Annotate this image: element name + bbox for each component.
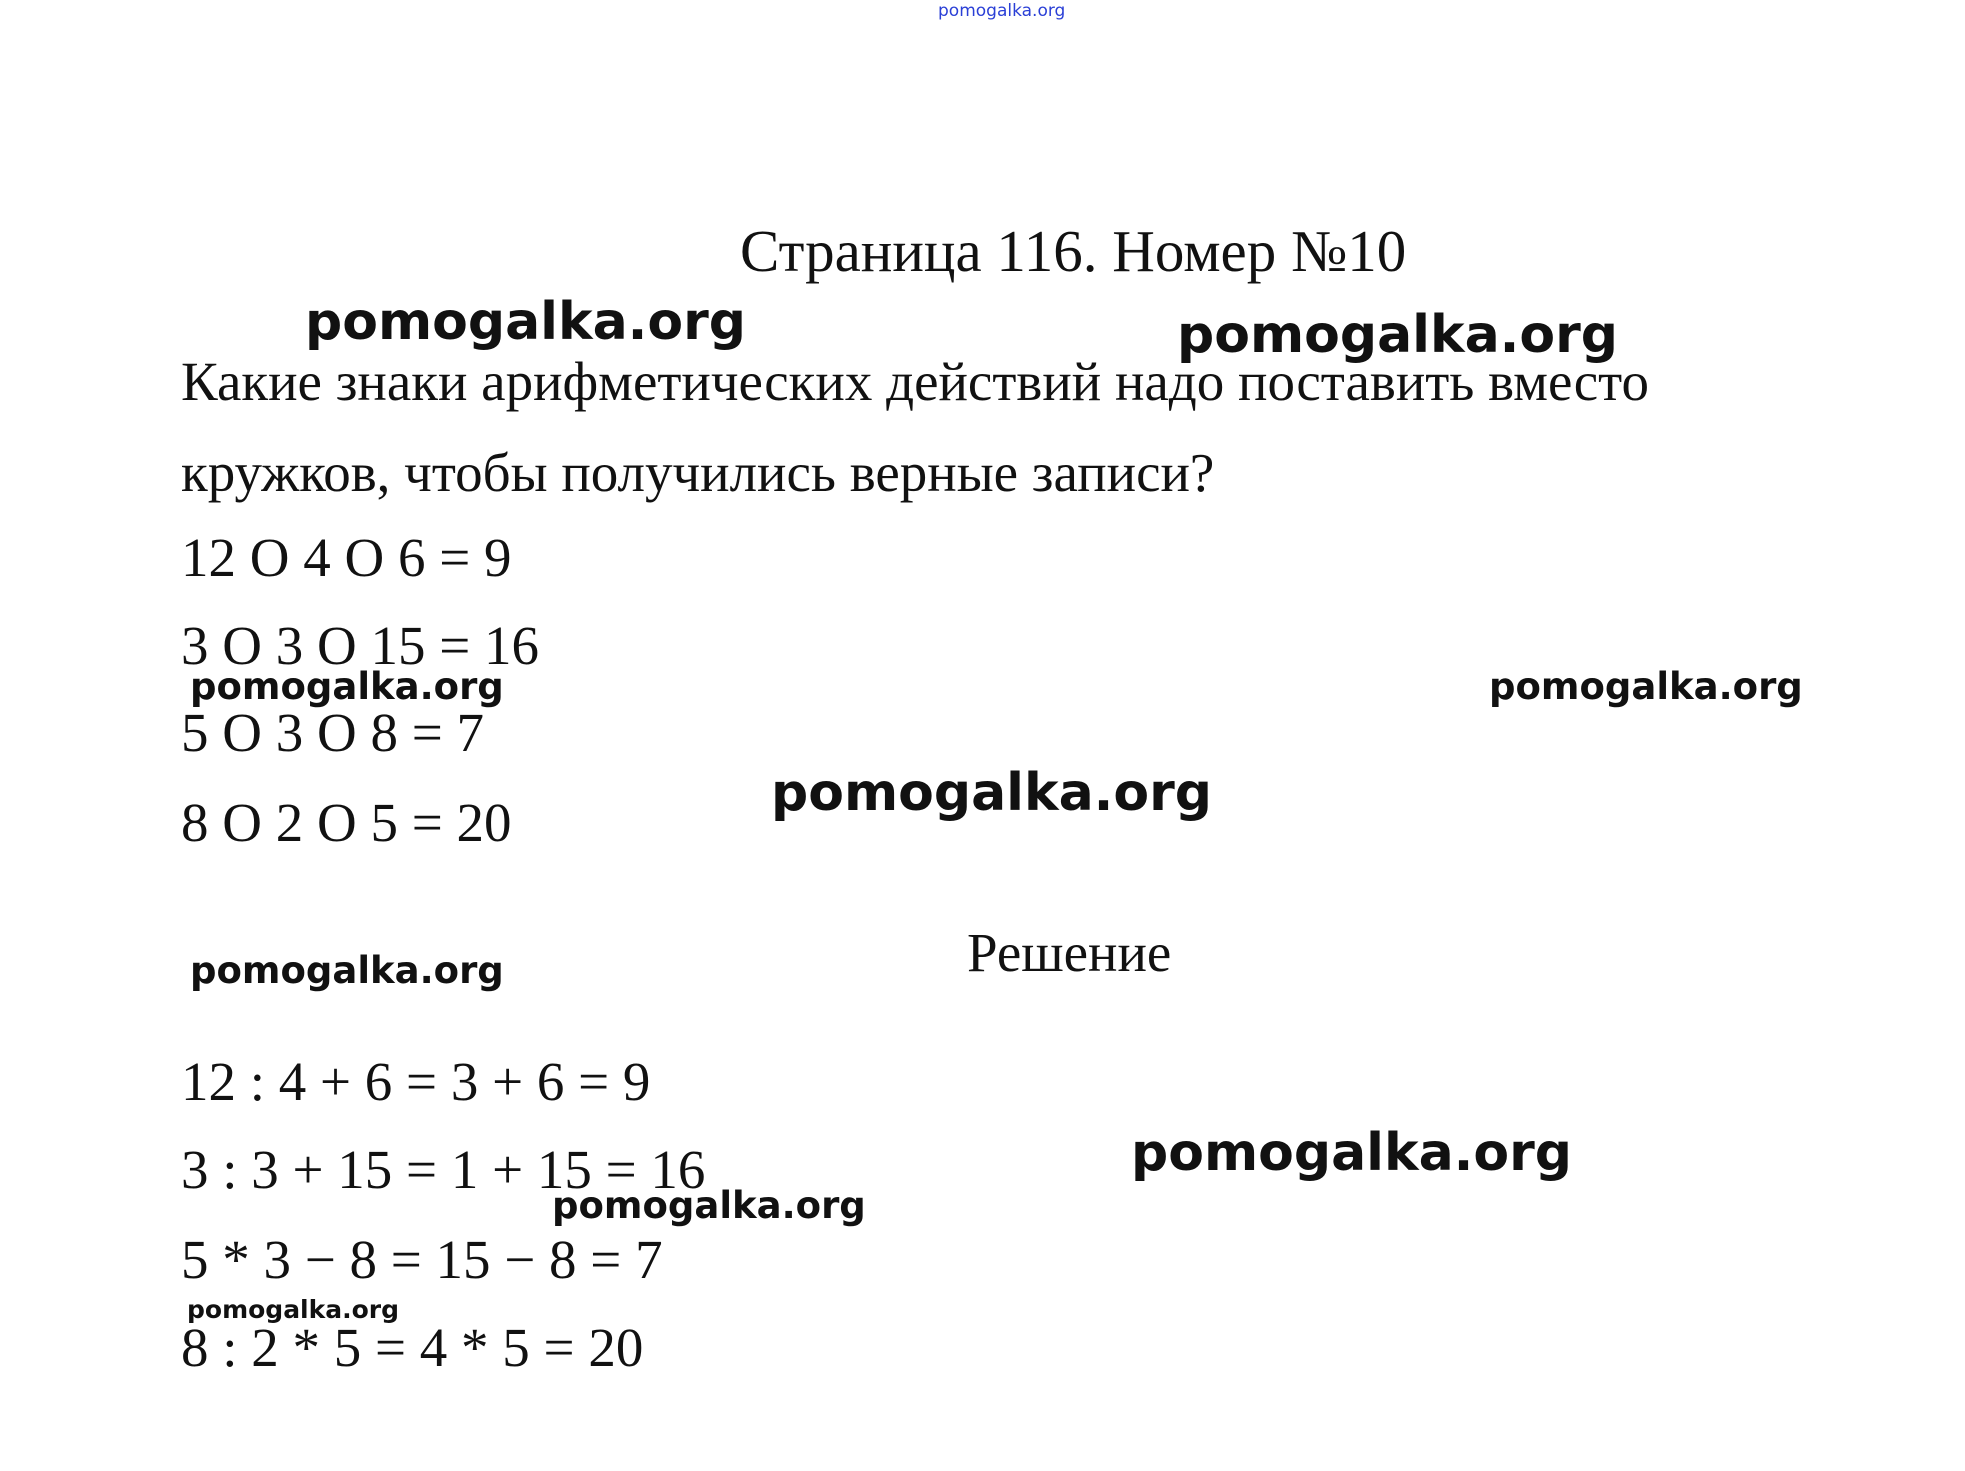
page-title: Страница 116. Номер №10 (740, 218, 1407, 284)
solution-line-1: 12 : 4 + 6 = 3 + 6 = 9 (181, 1051, 651, 1112)
site-link[interactable]: pomogalka.org (938, 1, 1066, 21)
solution-line-2: 3 : 3 + 15 = 1 + 15 = 16 (181, 1139, 706, 1200)
task-expression-1: 12 O 4 O 6 = 9 (181, 527, 512, 588)
watermark: pomogalka.org (771, 763, 1213, 823)
watermark: pomogalka.org (190, 949, 504, 992)
solution-heading: Решение (967, 922, 1172, 983)
solution-line-4: 8 : 2 * 5 = 4 * 5 = 20 (181, 1317, 644, 1378)
watermark: pomogalka.org (1131, 1123, 1573, 1183)
solution-line-3: 5 * 3 − 8 = 15 − 8 = 7 (181, 1229, 663, 1290)
question-line-1: Какие знаки арифметических действий надо поставить вместо (181, 351, 1649, 412)
question-line-2: кружков, чтобы получились верные записи? (181, 442, 1215, 503)
watermark: pomogalka.org (187, 1295, 400, 1324)
task-expression-3: 5 O 3 O 8 = 7 (181, 702, 484, 763)
watermark: pomogalka.org (1177, 305, 1619, 365)
watermark: pomogalka.org (190, 665, 504, 708)
watermark: pomogalka.org (305, 292, 747, 352)
task-expression-2: 3 O 3 O 15 = 16 (181, 615, 539, 676)
watermark: pomogalka.org (1489, 665, 1803, 708)
watermark: pomogalka.org (552, 1184, 866, 1227)
task-expression-4: 8 O 2 O 5 = 20 (181, 792, 512, 853)
